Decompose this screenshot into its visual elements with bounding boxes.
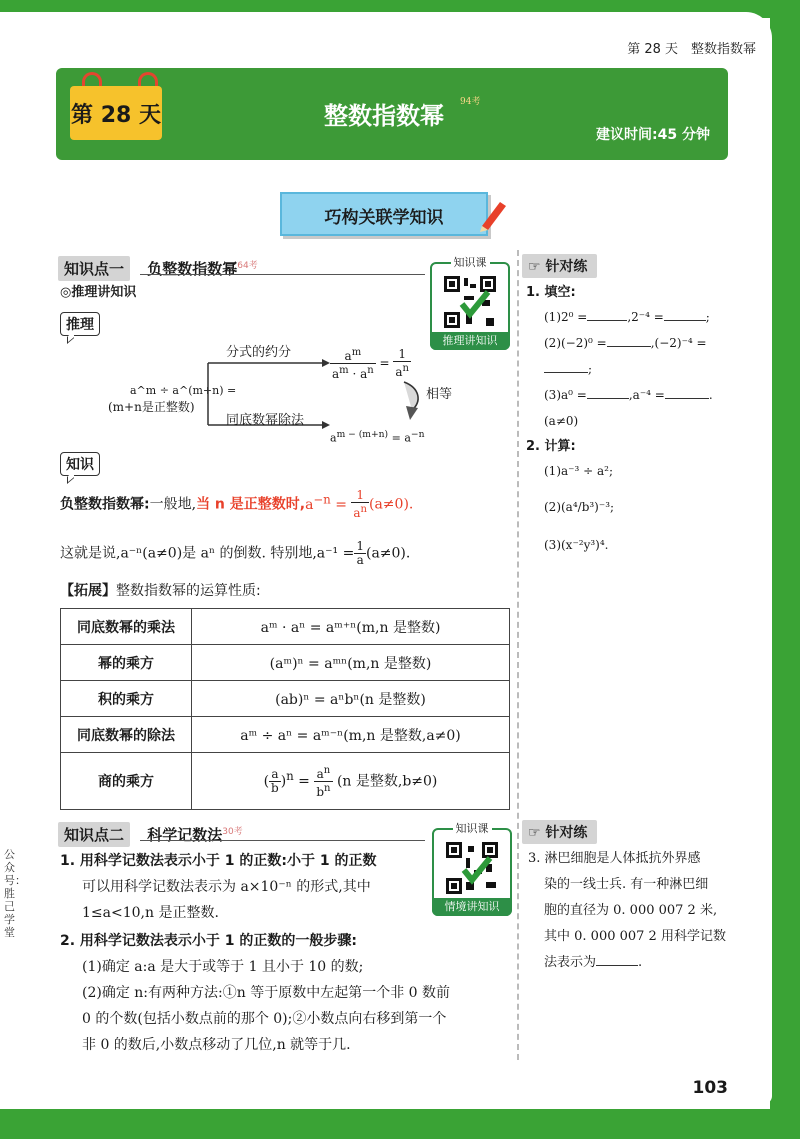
q1-part: (1)2⁰ = (544, 310, 588, 324)
kp2-point1 (60, 848, 377, 926)
table-row (61, 609, 510, 645)
diagram-left-cond: (m+n是正整数) (108, 400, 195, 414)
exercise2-heading (522, 820, 597, 844)
kp2-p2-line: (1)确定 a:a 是大于或等于 1 且小于 10 的数; (82, 959, 364, 975)
kp2-qr-card[interactable] (432, 822, 512, 916)
q1-part: ; (588, 362, 593, 376)
rule-name: 积的乘方 (61, 681, 192, 717)
diagram-left-expr: a^m ÷ a^(m+n) = (130, 384, 237, 397)
exercise1-heading (522, 254, 597, 278)
kp2-qr-title: 知识课 (453, 822, 492, 835)
def-text: 一般地, (149, 496, 197, 513)
qr-code-icon (442, 274, 498, 330)
q1-item-3 (544, 384, 713, 406)
kp2-p2-line: 非 0 的数后,小数点移动了几位,n 就等于几. (82, 1037, 351, 1053)
answer-blank[interactable] (596, 965, 638, 966)
pencil-icon (476, 196, 506, 232)
chapter-title-note: 94考 (460, 97, 481, 107)
table-row (61, 753, 510, 810)
banner-label: 巧构关联学知识 (324, 208, 444, 228)
rule-name: 同底数幂的乘法 (61, 609, 192, 645)
kp1-qr-footer: 推理讲知识 (430, 332, 510, 350)
branch-top-label: 分式的约分 (226, 345, 292, 360)
answer-blank[interactable] (587, 398, 629, 399)
kp2-note: 30考 (222, 827, 243, 837)
q2-item: (2)(a⁴/b³)⁻³; (544, 500, 615, 514)
answer-blank[interactable] (587, 320, 627, 321)
kp1-title: 负整数指数幂 (147, 260, 238, 278)
extension-line (60, 580, 261, 602)
q1-item-1 (544, 306, 710, 328)
q2-label: 2. 计算: (526, 439, 576, 454)
answer-blank[interactable] (664, 320, 706, 321)
chapter-title: 整数指数幂 (324, 102, 444, 130)
suggested-time: 建议时间:45 分钟 (596, 127, 710, 143)
q1-label: 1. 填空: (526, 285, 576, 300)
reciprocal-line: 这就是说,a⁻ⁿ(a≠0)是 aⁿ 的倒数. 特别地,a⁻¹ = $\frac{1}{a}$ (a≠0). (60, 539, 411, 567)
kp2-point2 (60, 928, 450, 1058)
q1-part: ; (705, 310, 710, 324)
kp1-qr-title: 知识课 (451, 256, 490, 269)
rule-formula-cell: ( $\frac{a}{b}$ )$^n$ = $\frac{a^n}{b^n}$ (n 是整数,b≠0) (192, 753, 510, 810)
section-banner (280, 192, 488, 236)
def-red: 当 n 是正整数时, (196, 496, 306, 513)
equal-label: 相等 (426, 387, 453, 402)
column-divider (517, 250, 519, 1060)
q1-part: (2)(−2)⁰ = (544, 336, 607, 350)
answer-blank[interactable] (665, 398, 709, 399)
def-red-tail: (a≠0). (369, 496, 414, 513)
rule-name: 幂的乘方 (61, 645, 192, 681)
rules-table (60, 608, 510, 810)
day-badge (70, 86, 162, 140)
q1-part: (3)a⁰ = (544, 388, 587, 402)
table-row (61, 717, 510, 753)
q3-line: 法表示为 (544, 955, 597, 970)
rule-formula: (aᵐ)ⁿ = aᵐⁿ(m,n 是整数) (192, 645, 510, 681)
reasoning-label: 推理 (60, 312, 100, 336)
kp2-p1-line: 1. 用科学记数法表示小于 1 的正数:小于 1 的正数 (60, 853, 377, 869)
kp2-p1-line: 可以用科学记数法表示为 a×10⁻ⁿ 的形式,其中 (82, 879, 371, 895)
rule-name: 同底数幂的除法 (61, 717, 192, 753)
kp2-p2-line: 2. 用科学记数法表示小于 1 的正数的一般步骤: (60, 933, 358, 949)
page-number: 103 (692, 1078, 728, 1098)
q1-part: . (708, 388, 713, 402)
kp2-p2-line: (2)确定 n:有两种方法:①n 等于原数中左起第一个非 0 数前 (82, 985, 451, 1001)
page-edge-bottom (0, 1109, 800, 1139)
q1-part: ,2⁻⁴ = (627, 310, 664, 324)
q1-item-2b (544, 358, 592, 380)
answer-blank[interactable] (607, 346, 651, 347)
kp2-rule (140, 840, 425, 841)
q3-line: 染的一线士兵. 有一种淋巴细 (544, 877, 709, 892)
kp2-qr-footer: 情境讲知识 (432, 898, 512, 916)
kp2-tag: 知识点二 (58, 822, 130, 847)
diagram-bottom-formula: $a^{m - (m+n)} = a^{-n}$ (330, 429, 425, 445)
rule-formula: (ab)ⁿ = aⁿbⁿ(n 是整数) (192, 681, 510, 717)
kp1-heading (58, 256, 258, 281)
branch-bottom-label: 同底数幂除法 (226, 413, 305, 428)
knowledge-label: 知识 (60, 452, 100, 476)
page-edge-right (770, 0, 800, 1139)
running-head: 第 28 天 整数指数幂 (627, 42, 756, 57)
kp1-sub: ◎推理讲知识 (60, 285, 137, 300)
kp1-rule (140, 274, 425, 275)
q3-line: 3. 淋巴细胞是人体抵抗外界感 (528, 851, 701, 866)
exercise1-tag: 针对练 (545, 259, 588, 275)
rule-formula: (n 是整数,b≠0) (336, 773, 438, 789)
table-row (61, 645, 510, 681)
def-bold: 负整数指数幂: (60, 496, 150, 513)
table-row (61, 681, 510, 717)
recip-text-1: 这就是说,a⁻ⁿ(a≠0)是 aⁿ 的倒数. 特别地,a⁻¹ = (60, 545, 355, 562)
kp1-note: 64考 (237, 261, 258, 271)
kp2-p2-line: 0 的个数(包括小数点前的那个 0);②小数点向右移到第一个 (82, 1011, 447, 1027)
kp2-p1-line: 1≤a<10,n 是正整数. (82, 905, 219, 921)
curved-arrow-icon (398, 378, 426, 426)
hand-pointer-icon: ☞ (528, 259, 541, 275)
qr-code-icon (444, 840, 500, 896)
kp2-heading (58, 822, 243, 847)
ext-label: 【拓展】 (60, 583, 116, 599)
side-note: 公众号：胜己学堂 (4, 848, 26, 939)
kp1-tag: 知识点一 (58, 256, 130, 281)
q2-item: (1)a⁻³ ÷ a²; (544, 464, 613, 478)
diagram-top-formula: $\frac{a^m}{a^m \cdot a^n}$ = $\frac{1}{a^n}$ (332, 347, 409, 381)
day-label: 第 28 天 (71, 103, 161, 128)
q3-line: 胞的直径为 0. 000 007 2 米, (544, 903, 718, 918)
q3-text: 3. 淋巴细胞是人体抵抗外界感 染的一线士兵. 有一种淋巴细 胞的直径为 0. 000 007 2 米, 其中 0. 000 007 2 用科学记数 法表示为 . (528, 846, 726, 976)
kp2-title: 科学记数法 (147, 826, 223, 844)
recip-text-2: (a≠0). (365, 545, 411, 562)
definition-line: 负整数指数幂:一般地,当 n 是正整数时$,a^{-n}$ = $\frac{1}{a^n}$ (a≠0). (60, 488, 414, 521)
q1-part: ,a⁻⁴ = (628, 388, 665, 402)
rule-formula: aᵐ · aⁿ = aᵐ⁺ⁿ(m,n 是整数) (192, 609, 510, 645)
q1-part: ,(−2)⁻⁴ = (650, 336, 707, 350)
kp1-qr-card[interactable] (430, 256, 510, 350)
hand-pointer-icon: ☞ (528, 825, 541, 841)
exercise2-tag: 针对练 (545, 825, 588, 841)
rule-formula: aᵐ ÷ aⁿ = aᵐ⁻ⁿ(m,n 是整数,a≠0) (192, 717, 510, 753)
rule-name: 商的乘方 (61, 753, 192, 810)
q1-item-2 (544, 332, 707, 354)
answer-blank[interactable] (544, 372, 588, 373)
ext-text: 整数指数幂的运算性质: (116, 583, 261, 599)
q2-item: (3)(x⁻²y³)⁴. (544, 538, 609, 552)
q1-condition: (a≠0) (544, 414, 579, 428)
q3-line: 其中 0. 000 007 2 用科学记数 (544, 929, 726, 944)
